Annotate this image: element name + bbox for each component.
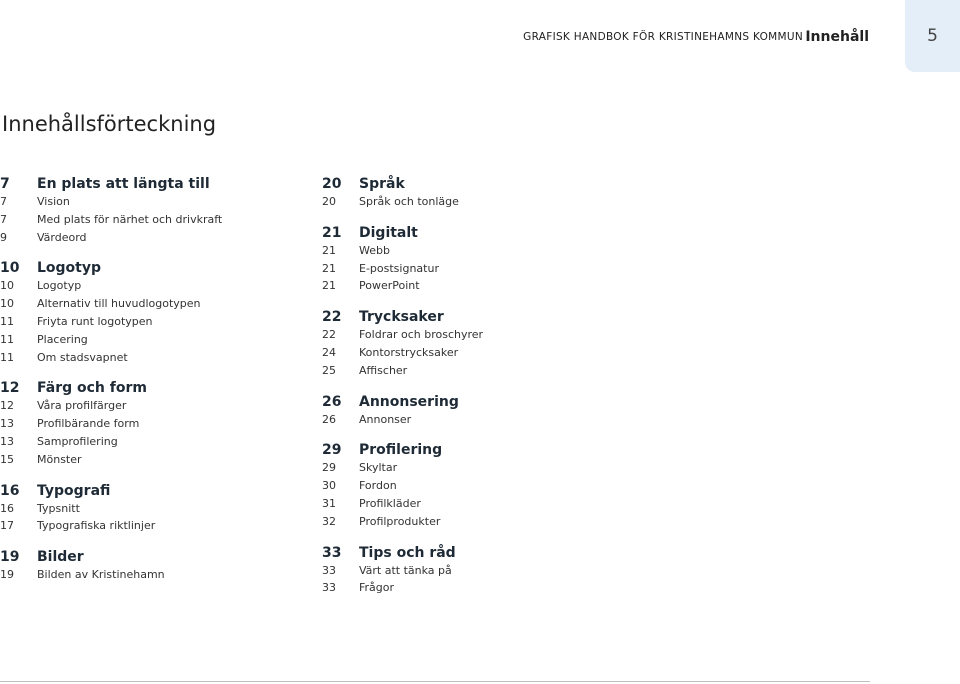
toc-entry-page-number: 32 [322,514,336,528]
toc-entry[interactable] [0,399,290,417]
toc-entry-page-number: 15 [0,452,14,466]
toc-entry[interactable] [0,568,290,586]
toc-entry-title: Alternativ till huvudlogotypen [37,297,201,311]
toc-entry-page-number: 11 [0,314,14,328]
toc-entry-title: PowerPoint [359,279,420,293]
toc-section [322,309,612,381]
toc-entry-page-number: 22 [322,328,336,342]
toc-entry-page-number: 17 [0,519,14,533]
toc-entry[interactable] [322,244,612,262]
toc-section-page-number: 22 [322,309,342,326]
footer-divider [0,681,870,682]
toc-entry[interactable] [322,479,612,497]
toc-entry[interactable] [0,435,290,453]
toc-entry-page-number: 13 [0,434,14,448]
toc-entry-title: Fordon [359,479,397,493]
toc-entry-title: Typsnitt [37,501,80,515]
toc-entry-page-number: 21 [322,243,336,257]
toc-entry[interactable] [322,461,612,479]
toc-section [0,549,290,586]
toc-entry-title: Profilkläder [359,496,421,510]
toc-entry-title: Affischer [359,363,408,377]
toc-section-heading[interactable] [0,260,290,279]
toc-entry[interactable] [322,413,612,431]
toc-entry-title: E-postsignatur [359,261,439,275]
toc-entry-title: Friyta runt logotypen [37,314,153,328]
toc-section-title: Logotyp [37,260,102,277]
toc-entry-title: Kontorstrycksaker [359,345,459,359]
toc-section [322,442,612,532]
toc-entry[interactable] [0,333,290,351]
toc-entry-title: Våra profilfärger [37,399,127,413]
toc-entry-title: Placering [37,332,88,346]
toc-entry[interactable] [0,502,290,520]
toc-entry[interactable] [0,279,290,297]
toc-section-title: Trycksaker [359,309,444,326]
toc-entry[interactable] [0,297,290,315]
toc-section-heading[interactable] [0,549,290,568]
toc-section-page-number: 7 [0,176,10,192]
toc-entry-page-number: 33 [322,563,336,577]
toc-section-title: Språk [359,176,405,192]
toc-entry-page-number: 29 [322,461,336,475]
toc-section-page-number: 20 [322,176,342,192]
toc-entry-page-number: 25 [322,363,336,377]
toc-entry[interactable] [322,346,612,364]
toc-section-title: Tips och råd [359,544,456,561]
toc-section [0,176,290,248]
toc-section-page-number: 10 [0,260,20,277]
toc-entry[interactable] [0,315,290,333]
toc-section-heading[interactable] [322,225,612,244]
toc-section-heading[interactable] [0,380,290,399]
toc-section [322,225,612,297]
toc-entry[interactable] [0,195,290,213]
toc-entry-page-number: 7 [0,195,7,208]
page-number-tab [905,0,960,72]
toc-entry[interactable] [0,213,290,231]
toc-section-title: Digitalt [359,224,418,241]
toc-entry-page-number: 16 [0,501,14,515]
toc-entry[interactable] [322,564,612,582]
toc-section-title: Profilering [359,442,443,459]
toc-section-title: En plats att längta till [37,176,210,192]
toc-entry-page-number: 10 [0,297,14,311]
toc-entry-page-number: 21 [322,279,336,293]
toc-section [0,260,290,368]
toc-entry-page-number: 31 [322,496,336,510]
toc-entry-title: Bilden av Kristinehamn [37,568,165,582]
toc-section-heading[interactable] [322,545,612,564]
toc-section-page-number: 33 [322,544,342,561]
toc-section [322,394,612,431]
toc-entry-page-number: 13 [0,417,14,431]
toc-entry-page-number: 20 [322,195,336,208]
toc-section [0,483,290,538]
toc-entry-title: Profilprodukter [359,514,441,528]
toc-entry-page-number: 33 [322,581,336,595]
toc-entry[interactable] [322,515,612,533]
toc-entry[interactable] [0,519,290,537]
toc-entry[interactable] [0,231,290,249]
toc-entry-page-number: 7 [0,212,7,226]
toc-section-page-number: 21 [322,224,342,241]
toc-entry[interactable] [322,364,612,382]
toc-entry[interactable] [0,351,290,369]
toc-entry[interactable] [322,262,612,280]
toc-entry-page-number: 11 [0,332,14,346]
toc-entry-page-number: 19 [0,568,14,582]
toc-entry-title: Typografiska riktlinjer [37,519,156,533]
toc-entry-title: Värt att tänka på [359,563,452,577]
toc-entry-title: Webb [359,243,390,257]
running-head: GRAFISK HANDBOK FÖR KRISTINEHAMNS KOMMUN [523,31,803,43]
toc-entry[interactable] [0,417,290,435]
toc-entry-title: Logotyp [37,279,82,293]
toc-section-page-number: 29 [322,442,342,459]
toc-entry-title: Vision [37,195,70,208]
toc-section-title: Annonsering [359,393,459,410]
toc-entry[interactable] [322,328,612,346]
section-name: Innehåll [805,29,869,45]
toc-section-heading[interactable] [322,394,612,413]
toc-section-title: Färg och form [37,380,147,397]
toc-entry-title: Annonser [359,412,412,426]
toc-column-left [0,176,290,598]
toc-section-title: Bilder [37,549,84,566]
page-header [0,0,960,72]
toc-entry-page-number: 9 [0,230,7,244]
toc-section-heading[interactable] [322,176,612,195]
toc-entry[interactable] [322,195,612,213]
toc-entry-title: Med plats för närhet och drivkraft [37,212,223,226]
toc-section-page-number: 16 [0,482,20,499]
toc-section-title: Typografi [37,482,111,499]
toc-section-page-number: 26 [322,393,342,410]
toc-entry-title: Foldrar och broschyrer [359,328,484,342]
toc-entry-title: Om stadsvapnet [37,350,128,364]
toc-entry-page-number: 12 [0,399,14,413]
toc-section-heading[interactable] [322,309,612,328]
toc-entry-title: Frågor [359,581,395,595]
toc-entry-title: Språk och tonläge [359,195,459,208]
toc-entry-title: Samprofilering [37,434,118,448]
toc-entry-page-number: 24 [322,345,336,359]
toc-section-heading[interactable] [0,176,290,195]
toc-section-page-number: 12 [0,380,20,397]
toc-section [0,380,290,470]
toc-entry-title: Värdeord [37,230,87,244]
toc-entry-title: Mönster [37,452,82,466]
toc-entry-page-number: 11 [0,350,14,364]
toc-section-heading[interactable] [322,442,612,461]
toc-section-page-number: 19 [0,549,20,566]
toc-entry-page-number: 30 [322,479,336,493]
toc-entry[interactable] [322,581,612,599]
toc-section [322,545,612,600]
page-number: 5 [927,26,938,46]
toc-section-heading[interactable] [0,483,290,502]
toc-entry-title: Profilbärande form [37,417,140,431]
toc-entry[interactable] [322,279,612,297]
page-title: Innehållsförteckning [2,112,217,136]
toc-entry[interactable] [0,453,290,471]
toc-column-right [322,176,612,611]
toc-entry-page-number: 10 [0,279,14,293]
toc-entry[interactable] [322,497,612,515]
toc-entry-title: Skyltar [359,461,398,475]
toc-entry-page-number: 21 [322,261,336,275]
toc-section [322,176,612,213]
toc-entry-page-number: 26 [322,412,336,426]
